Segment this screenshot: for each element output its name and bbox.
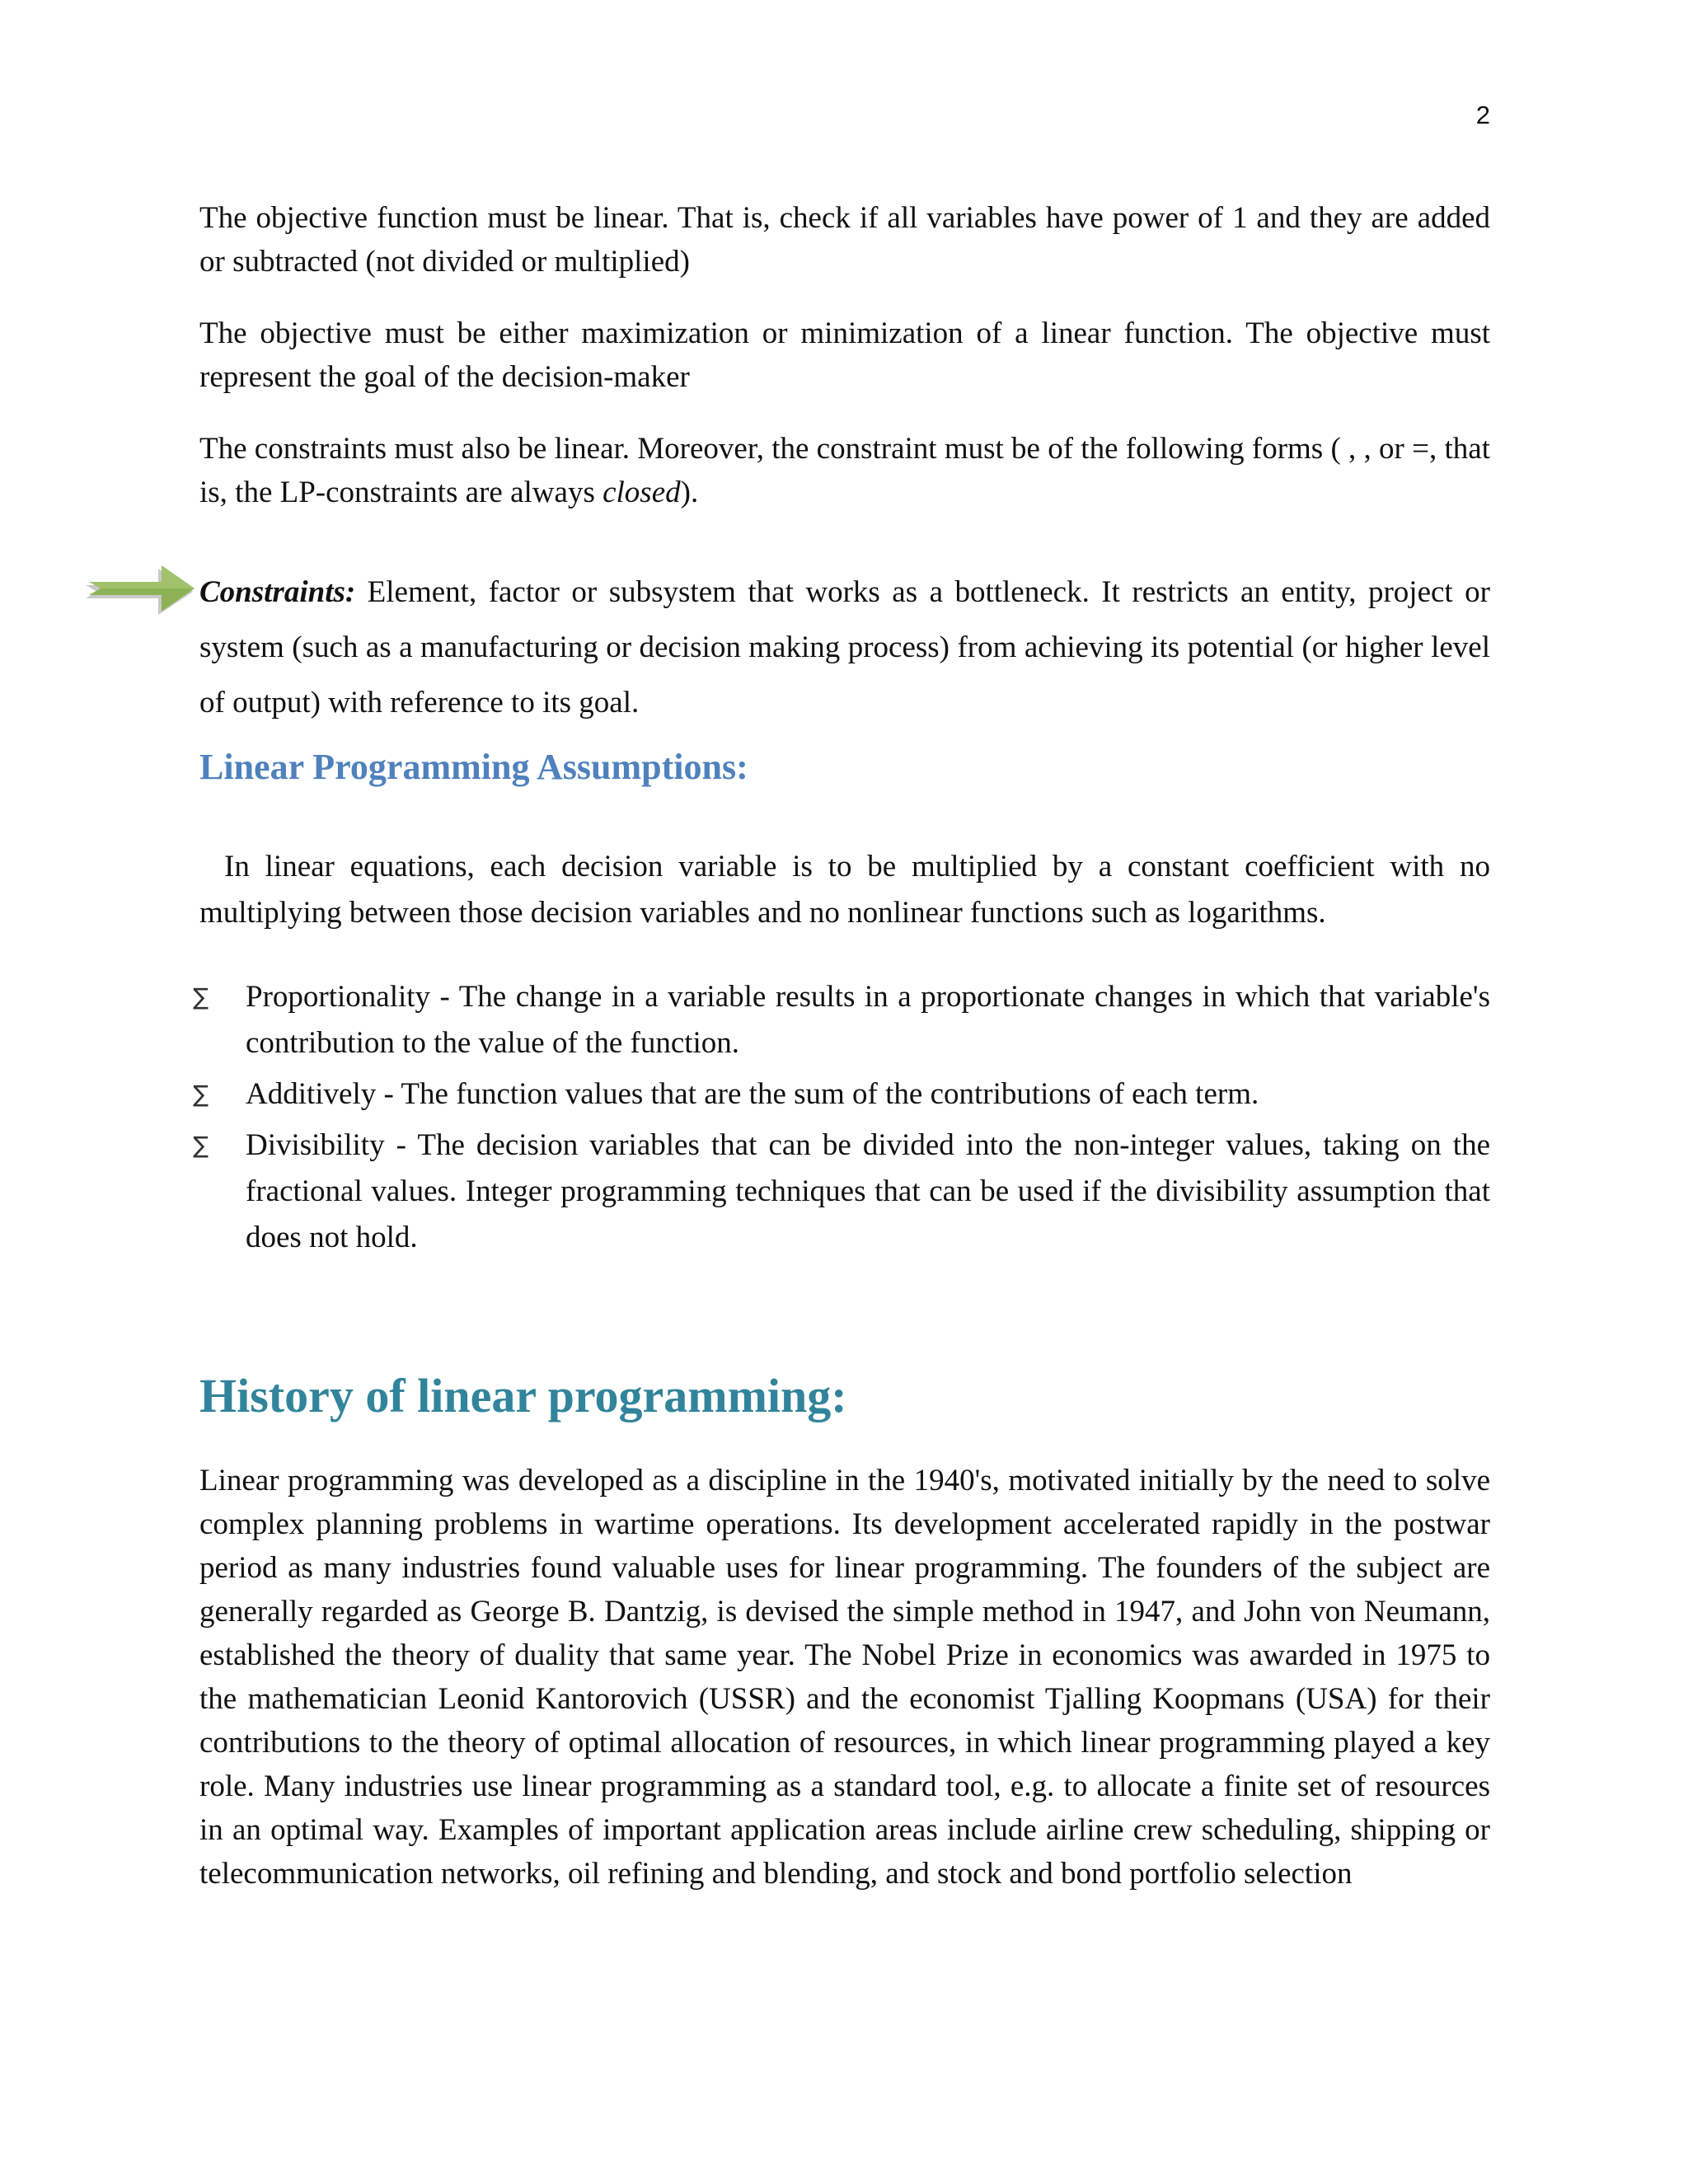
list-item-proportionality	[193, 974, 1490, 1066]
paragraph-objective-linear: The objective function must be linear. That is, check if all variables have power of 1 and they are added or subtracted (not divided or multiplied)	[199, 201, 1490, 279]
constraints-text-start: The constraints must also be linear. Moreover, the constraint must be of the following forms ( , , or =, that is, the LP-constraints are always	[199, 432, 1490, 509]
constraints-term: Constraints:	[199, 575, 356, 609]
sigma-bullet-icon: ∑	[193, 1132, 209, 1159]
list-item-divisibility	[193, 1122, 1490, 1261]
paragraph-constraints-definition	[199, 565, 1490, 730]
assumptions-heading: Linear Programming Assumptions:	[199, 747, 748, 787]
paragraph-objective-goal: The objective must be either maximization or minimization of a linear function. The objective must represent the goal of the decision-maker	[199, 316, 1490, 394]
paragraph-assumptions-intro	[199, 844, 1490, 936]
page-number: 2	[1475, 101, 1490, 129]
assumptions-intro-text: In linear equations, each decision variable is to be multiplied by a constant coefficient with no multiplying between those decision variables and no nonlinear functions such as logarithms.	[199, 850, 1490, 930]
list-item-additively	[193, 1071, 1490, 1118]
arrow-right-icon	[82, 554, 198, 630]
constraints-text-end: ).	[680, 476, 699, 509]
history-heading: History of linear programming:	[199, 1369, 847, 1422]
constraints-definition-text: Element, factor or subsystem that works as a bottleneck. It restricts an entity, project or system (such as a manufacturing or decision making process) from achieving its potential (or higher level of output) with reference to its goal.	[199, 575, 1490, 719]
list-item-text: Divisibility - The decision variables that can be divided into the non-integer values, taking on the fractional values. Integer programming techniques that can be used if the divisibility assumption that does not hold.	[246, 1128, 1490, 1254]
list-item-text: Additively - The function values that are the sum of the contributions of each term.	[246, 1077, 1259, 1111]
paragraph-constraints-linear	[199, 427, 1490, 514]
closed-term: closed	[603, 476, 681, 509]
sigma-bullet-icon: ∑	[193, 1080, 209, 1108]
paragraph-history: Linear programming was developed as a discipline in the 1940's, motivated initially by the need to solve complex planning problems in wartime operations. Its development accelerated rapidly in the postwar period as many industries found valuable uses for linear programming. The founders of the subject are generally regarded as George B. Dantzig, is devised the simple method in 1947, and John von Neumann, established the theory of duality that same year. The Nobel Prize in economics was awarded in 1975 to the mathematician Leonid Kantorovich (USSR) and the economist Tjalling Koopmans (USA) for their contributions to the theory of optimal allocation of resources, in which linear programming played a key role. Many industries use linear programming as a standard tool, e.g. to allocate a finite set of resources in an optimal way. Examples of important application areas include airline crew scheduling, shipping or telecommunication networks, oil refining and blending, and stock and bond portfolio selection	[199, 1464, 1490, 1891]
list-item-text: Proportionality - The change in a variable results in a proportionate changes in which that variable's contribution to the value of the function.	[246, 980, 1490, 1060]
assumptions-list	[193, 974, 1490, 1266]
sigma-bullet-icon: ∑	[193, 983, 209, 1010]
